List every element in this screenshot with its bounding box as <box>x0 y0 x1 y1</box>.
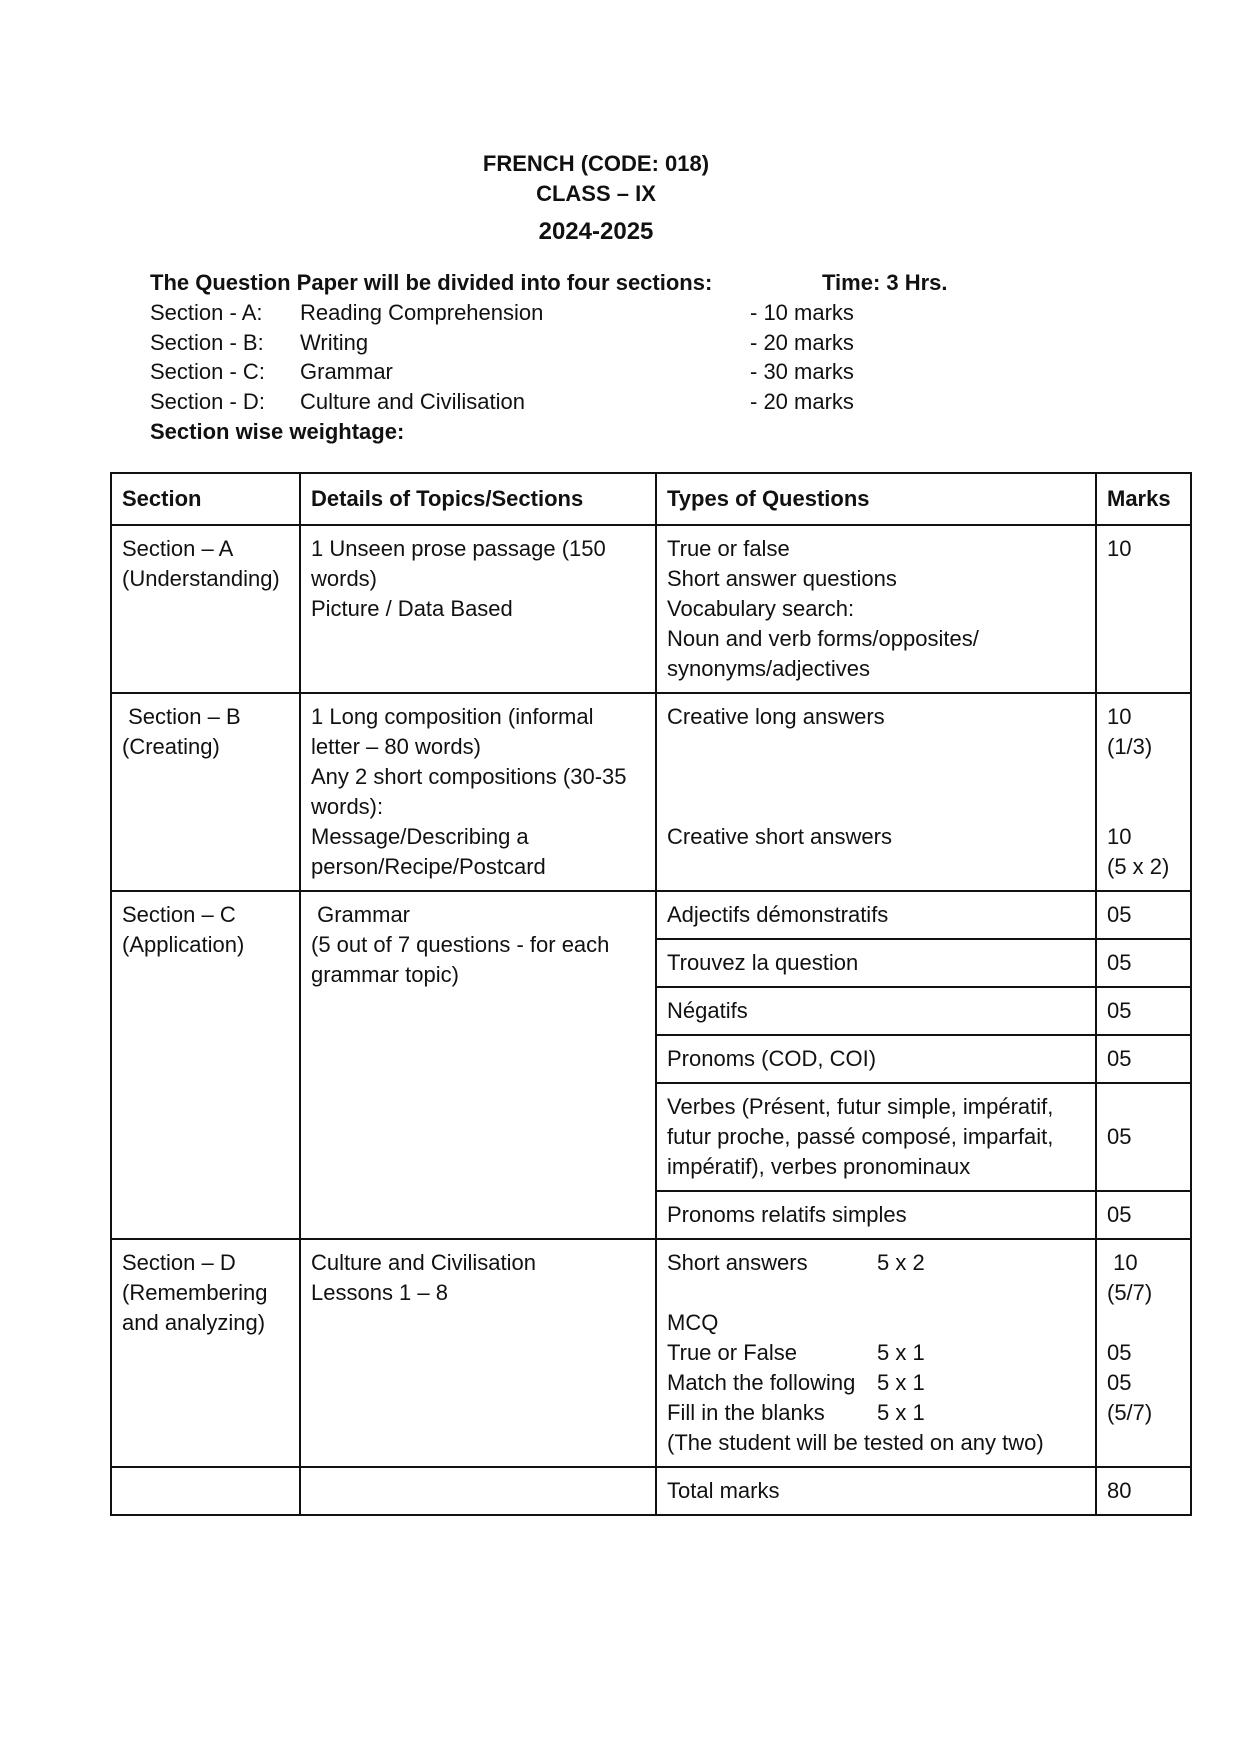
section-b-marks: - 20 marks <box>750 330 854 355</box>
grammar-topic <box>657 1083 1096 1191</box>
weightage-heading: Section wise weightage: <box>150 419 405 444</box>
marks-line: 10 <box>1107 824 1132 849</box>
divided-note: The Question Paper will be divided into four sections: <box>150 270 713 295</box>
section-d-name: Section - D: <box>150 389 265 414</box>
table-row-total <box>111 1467 1191 1515</box>
class-title: CLASS – IX <box>536 181 656 206</box>
type-count: 5 x 2 <box>877 1250 925 1275</box>
section-d-title: Culture and Civilisation <box>300 389 525 414</box>
details-line: Picture / Data Based <box>311 596 513 621</box>
grammar-row <box>657 1035 1190 1083</box>
grammar-marks: 05 <box>1096 1035 1190 1083</box>
grammar-topic: Adjectifs démonstratifs <box>657 892 1096 939</box>
type-count: 5 x 1 <box>877 1340 925 1365</box>
section-label: Section – C <box>122 902 236 927</box>
type-line: MCQ <box>667 1310 719 1335</box>
details-cell <box>300 891 656 1239</box>
types-cell <box>656 693 1096 891</box>
marks-cell <box>1096 693 1191 891</box>
details-line: Culture and Civilisation <box>311 1250 536 1275</box>
section-a-title: Reading Comprehension <box>300 300 544 325</box>
details-line: Any 2 short compositions (30-35 <box>311 764 627 789</box>
marks-line: (5/7) <box>1107 1280 1153 1305</box>
types-cell <box>656 525 1096 693</box>
section-cell <box>111 525 300 693</box>
marks-line: 10 <box>1107 1250 1138 1275</box>
year-title: 2024-2025 <box>538 218 654 245</box>
grammar-marks: 05 <box>1096 1083 1190 1191</box>
type-count: 5 x 1 <box>877 1370 925 1395</box>
type-line: Vocabulary search: <box>667 596 855 621</box>
grammar-row <box>657 1083 1190 1191</box>
details-line: words) <box>311 566 378 591</box>
grammar-topic-line: impératif), verbes pronominaux <box>667 1154 971 1179</box>
details-line: Lessons 1 – 8 <box>311 1280 448 1305</box>
empty-cell <box>300 1467 656 1515</box>
grammar-marks: 05 <box>1096 1191 1190 1238</box>
section-type: and analyzing) <box>122 1310 266 1335</box>
grammar-row <box>657 939 1190 987</box>
section-type: (Application) <box>122 932 245 957</box>
type-line: True or false <box>667 536 790 561</box>
total-marks: 80 <box>1096 1467 1191 1515</box>
section-type: (Understanding) <box>122 566 280 591</box>
details-cell <box>300 525 656 693</box>
type-line: Creative short answers <box>667 824 892 849</box>
section-c-marks: - 30 marks <box>750 359 854 384</box>
section-b-title: Writing <box>300 330 369 355</box>
details-line: (5 out of 7 questions - for each <box>311 932 610 957</box>
section-cell <box>111 891 300 1239</box>
details-line: words): <box>311 794 384 819</box>
table-header-row <box>111 473 1191 525</box>
header-marks: Marks <box>1096 473 1191 525</box>
empty-cell <box>111 1467 300 1515</box>
details-cell <box>300 693 656 891</box>
subject-title: FRENCH (CODE: 018) <box>482 151 710 176</box>
header-types: Types of Questions <box>656 473 1096 525</box>
details-cell <box>300 1239 656 1467</box>
marks-line: (5/7) <box>1107 1400 1153 1425</box>
types-cell <box>656 1239 1096 1467</box>
section-c-title: Grammar <box>300 359 393 384</box>
marks-line: 10 <box>1107 704 1132 729</box>
section-type: (Remembering <box>122 1280 268 1305</box>
grammar-topic-line: Verbes (Présent, futur simple, impératif, <box>667 1094 1054 1119</box>
grammar-topic: Négatifs <box>657 987 1096 1035</box>
time-note: Time: 3 Hrs. <box>822 270 948 295</box>
table-row-section-a <box>111 525 1191 693</box>
total-label: Total marks <box>656 1467 1096 1515</box>
section-type: (Creating) <box>122 734 220 759</box>
grammar-topic: Trouvez la question <box>657 939 1096 987</box>
details-line: person/Recipe/Postcard <box>311 854 546 879</box>
marks-cell: 10 <box>1096 525 1191 693</box>
type-line <box>667 1398 1085 1428</box>
type-line <box>667 1248 1085 1278</box>
details-line: grammar topic) <box>311 962 459 987</box>
type-line: Short answer questions <box>667 566 897 591</box>
marks-line: (5 x 2) <box>1107 854 1170 879</box>
details-line: 1 Long composition (informal <box>311 704 594 729</box>
table-row-section-b <box>111 693 1191 891</box>
section-cell <box>111 693 300 891</box>
marks-line: (1/3) <box>1107 734 1153 759</box>
details-line: Grammar <box>311 902 410 927</box>
marks-line: 05 <box>1107 1370 1132 1395</box>
grammar-marks: 05 <box>1096 939 1190 987</box>
type-line: synonyms/adjectives <box>667 656 870 681</box>
section-b-name: Section - B: <box>150 330 264 355</box>
section-label: Section – B <box>122 704 241 729</box>
marks-cell <box>1096 1239 1191 1467</box>
type-line: Creative long answers <box>667 704 885 729</box>
type-count: 5 x 1 <box>877 1400 925 1425</box>
section-cell <box>111 1239 300 1467</box>
type-label: Match the following <box>667 1370 856 1395</box>
grammar-topic: Pronoms relatifs simples <box>657 1191 1096 1238</box>
grammar-subtable-cell <box>656 891 1191 1239</box>
type-line <box>667 1338 1085 1368</box>
weightage-table <box>110 472 1192 1516</box>
section-label: Section – A <box>122 536 234 561</box>
type-line: (The student will be tested on any two) <box>667 1430 1044 1455</box>
details-line: letter – 80 words) <box>311 734 481 759</box>
details-line: Message/Describing a <box>311 824 529 849</box>
section-c-name: Section - C: <box>150 359 265 384</box>
header-section: Section <box>111 473 300 525</box>
table-row-section-d <box>111 1239 1191 1467</box>
section-label: Section – D <box>122 1250 236 1275</box>
grammar-topic: Pronoms (COD, COI) <box>657 1035 1096 1083</box>
header-details: Details of Topics/Sections <box>300 473 656 525</box>
table-row-section-c <box>111 891 1191 1239</box>
section-a-name: Section - A: <box>150 300 263 325</box>
grammar-row <box>657 1191 1190 1238</box>
type-line <box>667 1368 1085 1398</box>
marks-line: 05 <box>1107 1340 1132 1365</box>
section-d-marks: - 20 marks <box>750 389 854 414</box>
type-line: Noun and verb forms/opposites/ <box>667 626 979 651</box>
grammar-row <box>657 892 1190 939</box>
grammar-marks: 05 <box>1096 892 1190 939</box>
type-label: Fill in the blanks <box>667 1400 825 1425</box>
type-label: True or False <box>667 1340 798 1365</box>
section-a-marks: - 10 marks <box>750 300 854 325</box>
grammar-marks: 05 <box>1096 987 1190 1035</box>
details-line: 1 Unseen prose passage (150 <box>311 536 606 561</box>
grammar-subtable <box>657 892 1190 1238</box>
type-label: Short answers <box>667 1250 808 1275</box>
grammar-topic-line: futur proche, passé composé, imparfait, <box>667 1124 1054 1149</box>
grammar-row <box>657 987 1190 1035</box>
